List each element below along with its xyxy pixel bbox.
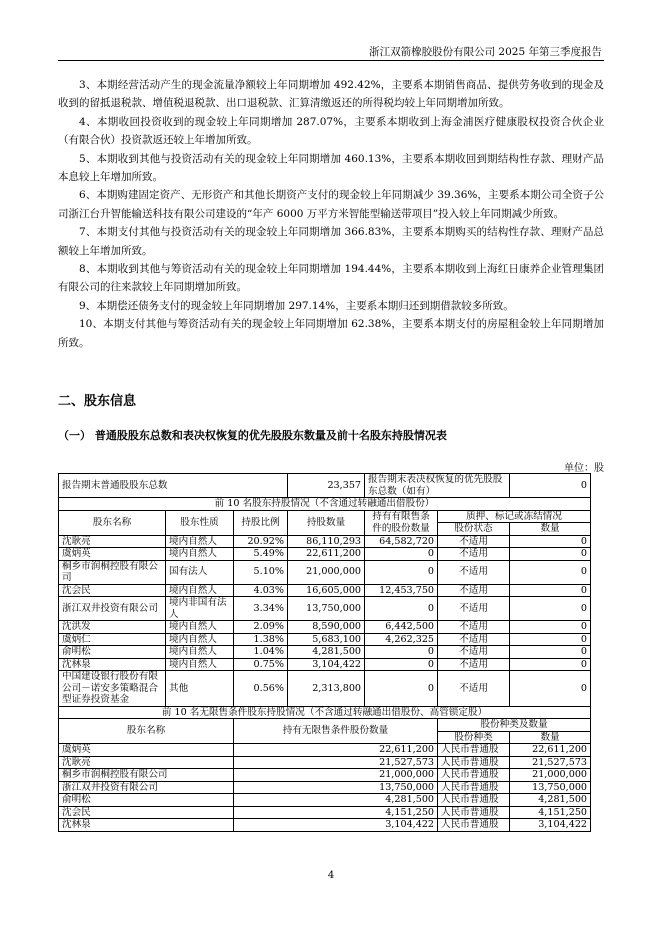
common-holders-value: 23,357 <box>288 474 365 498</box>
header-divider <box>58 60 604 61</box>
pledge-status: 不适用 <box>438 597 510 621</box>
unit-label: 单位：股 <box>564 463 604 474</box>
restricted-quantity: 64,582,720 <box>365 535 438 548</box>
holding-ratio: 5.49% <box>234 548 288 561</box>
shareholder-name: 俞明松 <box>59 646 166 659</box>
holding-ratio: 20.92% <box>234 535 288 548</box>
pledge-status: 不适用 <box>438 535 510 548</box>
header-type-count: 数量 <box>510 731 591 744</box>
unrestricted-caption-row <box>59 706 591 719</box>
holding-quantity: 21,000,000 <box>288 560 365 584</box>
header-nature: 股东性质 <box>166 510 234 535</box>
header-type: 股份种类 <box>438 731 510 744</box>
shareholder-nature: 境内自然人 <box>166 548 234 561</box>
pledge-status: 不适用 <box>438 548 510 561</box>
pledge-status: 不适用 <box>438 560 510 584</box>
header-unrestricted-name: 股东名称 <box>59 719 234 744</box>
note-paragraph: 10、本期支付其他与筹资活动有关的现金较上年同期增加 62.38%，主要系本期支付的房屋租金较上年同期增加所致。 <box>58 318 604 349</box>
holding-ratio: 4.03% <box>234 584 288 597</box>
pledge-status: 不适用 <box>438 646 510 659</box>
restricted-quantity: 12,453,750 <box>365 584 438 597</box>
unrestricted-quantity: 13,750,000 <box>234 781 438 794</box>
unrestricted-header-row <box>59 719 591 732</box>
table-row <box>59 658 591 671</box>
restricted-quantity: 6,442,500 <box>365 621 438 634</box>
share-type: 人民币普通股 <box>438 781 510 794</box>
shareholder-name: 虞炳仁 <box>59 633 166 646</box>
shareholder-nature: 境内自然人 <box>166 646 234 659</box>
shareholder-name: 浙江双井投资有限公司 <box>59 597 166 621</box>
header-ratio: 持股比例 <box>234 510 288 535</box>
table-row <box>59 819 591 832</box>
shareholder-name: 沈林泉 <box>59 658 166 671</box>
shareholder-name: 虞炳英 <box>59 744 234 757</box>
table-row <box>59 535 591 548</box>
pledge-count: 0 <box>510 621 591 634</box>
holding-quantity: 13,750,000 <box>288 597 365 621</box>
table-row <box>59 621 591 634</box>
table-row <box>59 781 591 794</box>
shareholder-name: 桐乡市润桐控股有限公司 <box>59 769 234 782</box>
note-paragraph: 9、本期偿还债务支付的现金较上年同期增加 297.14%，主要系本期归还到期借款较多所致。 <box>79 299 514 312</box>
share-count: 13,750,000 <box>510 781 591 794</box>
header-count: 数量 <box>510 523 591 536</box>
notes-body <box>58 76 604 352</box>
preferred-holders-label: 报告期末表决权恢复的优先股股东总数（如有） <box>365 474 510 498</box>
share-count: 3,104,422 <box>510 819 591 832</box>
unrestricted-quantity: 4,151,250 <box>234 806 438 819</box>
preferred-holders-value: 0 <box>510 474 591 498</box>
shareholder-nature: 境内自然人 <box>166 621 234 634</box>
share-type: 人民币普通股 <box>438 794 510 807</box>
holding-quantity: 2,313,800 <box>288 671 365 707</box>
restricted-quantity: 0 <box>365 597 438 621</box>
table-row <box>59 756 591 769</box>
table-row <box>59 633 591 646</box>
pledge-count: 0 <box>510 646 591 659</box>
table-row <box>59 671 591 707</box>
share-count: 4,281,500 <box>510 794 591 807</box>
table-row <box>59 548 591 561</box>
shareholder-name: 虞炳英 <box>59 548 166 561</box>
holding-quantity: 22,611,200 <box>288 548 365 561</box>
table-row <box>59 744 591 757</box>
shareholder-name: 沈林泉 <box>59 819 234 832</box>
holding-ratio: 5.10% <box>234 560 288 584</box>
restricted-quantity: 0 <box>365 658 438 671</box>
table-row <box>59 597 591 621</box>
share-type: 人民币普通股 <box>438 756 510 769</box>
header-status: 股份状态 <box>438 523 510 536</box>
note-paragraph: 3、本期经营活动产生的现金流量净额较上年同期增加 492.42%，主要系本期销售商品、提供劳务收到的现金及收到的留抵退税款、增值税退税款、出口退税款、汇算清缴返还的所得税均较上年同期增加所致。 <box>58 79 604 110</box>
table-row <box>59 646 591 659</box>
summary-row <box>59 474 591 498</box>
top10-header-row <box>59 510 591 523</box>
holding-quantity: 86,110,293 <box>288 535 365 548</box>
share-type: 人民币普通股 <box>438 744 510 757</box>
shareholder-name: 沈耿亮 <box>59 756 234 769</box>
restricted-quantity: 0 <box>365 671 438 707</box>
unrestricted-quantity: 3,104,422 <box>234 819 438 832</box>
holding-ratio: 2.09% <box>234 621 288 634</box>
header-type-group: 股份种类及数量 <box>438 719 591 732</box>
header-unrestricted-quantity: 持有无限售条件股份数量 <box>234 719 438 744</box>
common-holders-label: 报告期末普通股股东总数 <box>59 474 288 498</box>
share-count: 4,151,250 <box>510 806 591 819</box>
note-paragraph: 5、本期收到其他与投资活动有关的现金较上年同期增加 460.13%，主要系本期收回到期结构性存款、理财产品本息较上年增加所致。 <box>58 152 604 184</box>
restricted-quantity: 0 <box>365 646 438 659</box>
holding-quantity: 8,590,000 <box>288 621 365 634</box>
header-restricted: 持有有限售条件的股份数量 <box>365 510 438 535</box>
share-count: 22,611,200 <box>510 744 591 757</box>
table-row <box>59 806 591 819</box>
note-paragraph: 6、本期购建固定资产、无形资产和其他长期资产支付的现金较上年同期减少 39.36%，主要系本期公司全资子公司浙江台升智能输送科技有限公司建设的“年产 6000 万平方米智能型输送带项目”投入较上年同期减少所致。 <box>58 189 604 220</box>
shareholder-name: 沈耿亮 <box>59 535 166 548</box>
note-paragraph: 4、本期收回投资收到的现金较上年同期增加 287.07%，主要系本期收到上海金浦医疗健康股权投资合伙企业（有限合伙）投资款返还较上年增加所致。 <box>58 115 604 147</box>
shareholder-nature: 其他 <box>166 671 234 707</box>
pledge-count: 0 <box>510 560 591 584</box>
pledge-count: 0 <box>510 633 591 646</box>
header-quantity: 持股数量 <box>288 510 365 535</box>
holding-ratio: 1.38% <box>234 633 288 646</box>
pledge-count: 0 <box>510 658 591 671</box>
shareholder-nature: 境内非国有法人 <box>166 597 234 621</box>
restricted-quantity: 0 <box>365 560 438 584</box>
shareholder-table <box>58 473 591 832</box>
shareholder-nature: 境内自然人 <box>166 658 234 671</box>
pledge-status: 不适用 <box>438 633 510 646</box>
shareholder-nature: 境内自然人 <box>166 584 234 597</box>
holding-quantity: 4,281,500 <box>288 646 365 659</box>
restricted-quantity: 4,262,325 <box>365 633 438 646</box>
share-type: 人民币普通股 <box>438 769 510 782</box>
share-type: 人民币普通股 <box>438 806 510 819</box>
table-row <box>59 794 591 807</box>
shareholder-name: 中国建设银行股份有限公司－诺安多策略混合型证券投资基金 <box>59 671 166 707</box>
pledge-count: 0 <box>510 584 591 597</box>
share-type: 人民币普通股 <box>438 819 510 832</box>
share-count: 21,527,573 <box>510 756 591 769</box>
page-number: 4 <box>327 870 335 881</box>
table-row <box>59 584 591 597</box>
shareholder-name: 俞明松 <box>59 794 234 807</box>
holding-ratio: 3.34% <box>234 597 288 621</box>
unrestricted-quantity: 22,611,200 <box>234 744 438 757</box>
top10-caption: 前 10 名股东持股情况（不含通过转融通出借股份） <box>59 498 591 511</box>
holding-ratio: 0.56% <box>234 671 288 707</box>
restricted-quantity: 0 <box>365 548 438 561</box>
unrestricted-caption: 前 10 名无限售条件股东持股情况（不含通过转融通出借股份、高管锁定股） <box>59 706 591 719</box>
unrestricted-quantity: 4,281,500 <box>234 794 438 807</box>
pledge-status: 不适用 <box>438 671 510 707</box>
holding-ratio: 1.04% <box>234 646 288 659</box>
pledge-count: 0 <box>510 597 591 621</box>
shareholder-name: 沈洪发 <box>59 621 166 634</box>
pledge-count: 0 <box>510 671 591 707</box>
sub-heading: （一） 普通股股东总数和表决权恢复的优先股股东数量及前十名股东持股情况表 <box>58 429 447 442</box>
pledge-count: 0 <box>510 548 591 561</box>
holding-quantity: 5,683,100 <box>288 633 365 646</box>
section-heading: 二、股东信息 <box>58 394 137 409</box>
shareholder-nature: 境内自然人 <box>166 633 234 646</box>
shareholder-nature: 境内自然人 <box>166 535 234 548</box>
header-pledge-group: 质押、标记或冻结情况 <box>438 510 591 523</box>
shareholder-name: 沈会民 <box>59 584 166 597</box>
table-row <box>59 560 591 584</box>
shareholder-name: 沈会民 <box>59 806 234 819</box>
shareholder-name: 浙江双井投资有限公司 <box>59 781 234 794</box>
holding-quantity: 3,104,422 <box>288 658 365 671</box>
pledge-count: 0 <box>510 535 591 548</box>
pledge-status: 不适用 <box>438 658 510 671</box>
share-count: 21,000,000 <box>510 769 591 782</box>
note-paragraph: 8、本期收到其他与筹资活动有关的现金较上年同期增加 194.44%，主要系本期收到上海红日康养企业管理集团有限公司的往来款较上年同期增加所致。 <box>58 263 604 294</box>
report-header-title: 浙江双箭橡胶股份有限公司 2025 年第三季度报告 <box>369 46 602 58</box>
pledge-status: 不适用 <box>438 621 510 634</box>
pledge-status: 不适用 <box>438 584 510 597</box>
unrestricted-quantity: 21,527,573 <box>234 756 438 769</box>
header-name: 股东名称 <box>59 510 166 535</box>
unrestricted-quantity: 21,000,000 <box>234 769 438 782</box>
holding-ratio: 0.75% <box>234 658 288 671</box>
shareholder-name: 桐乡市润桐控股有限公司 <box>59 560 166 584</box>
shareholder-nature: 国有法人 <box>166 560 234 584</box>
holding-quantity: 16,605,000 <box>288 584 365 597</box>
note-paragraph: 7、本期支付其他与投资活动有关的现金较上年同期增加 366.83%，主要系本期购买的结构性存款、理财产品总额较上年增加所致。 <box>58 226 604 257</box>
top10-caption-row <box>59 498 591 511</box>
table-row <box>59 769 591 782</box>
